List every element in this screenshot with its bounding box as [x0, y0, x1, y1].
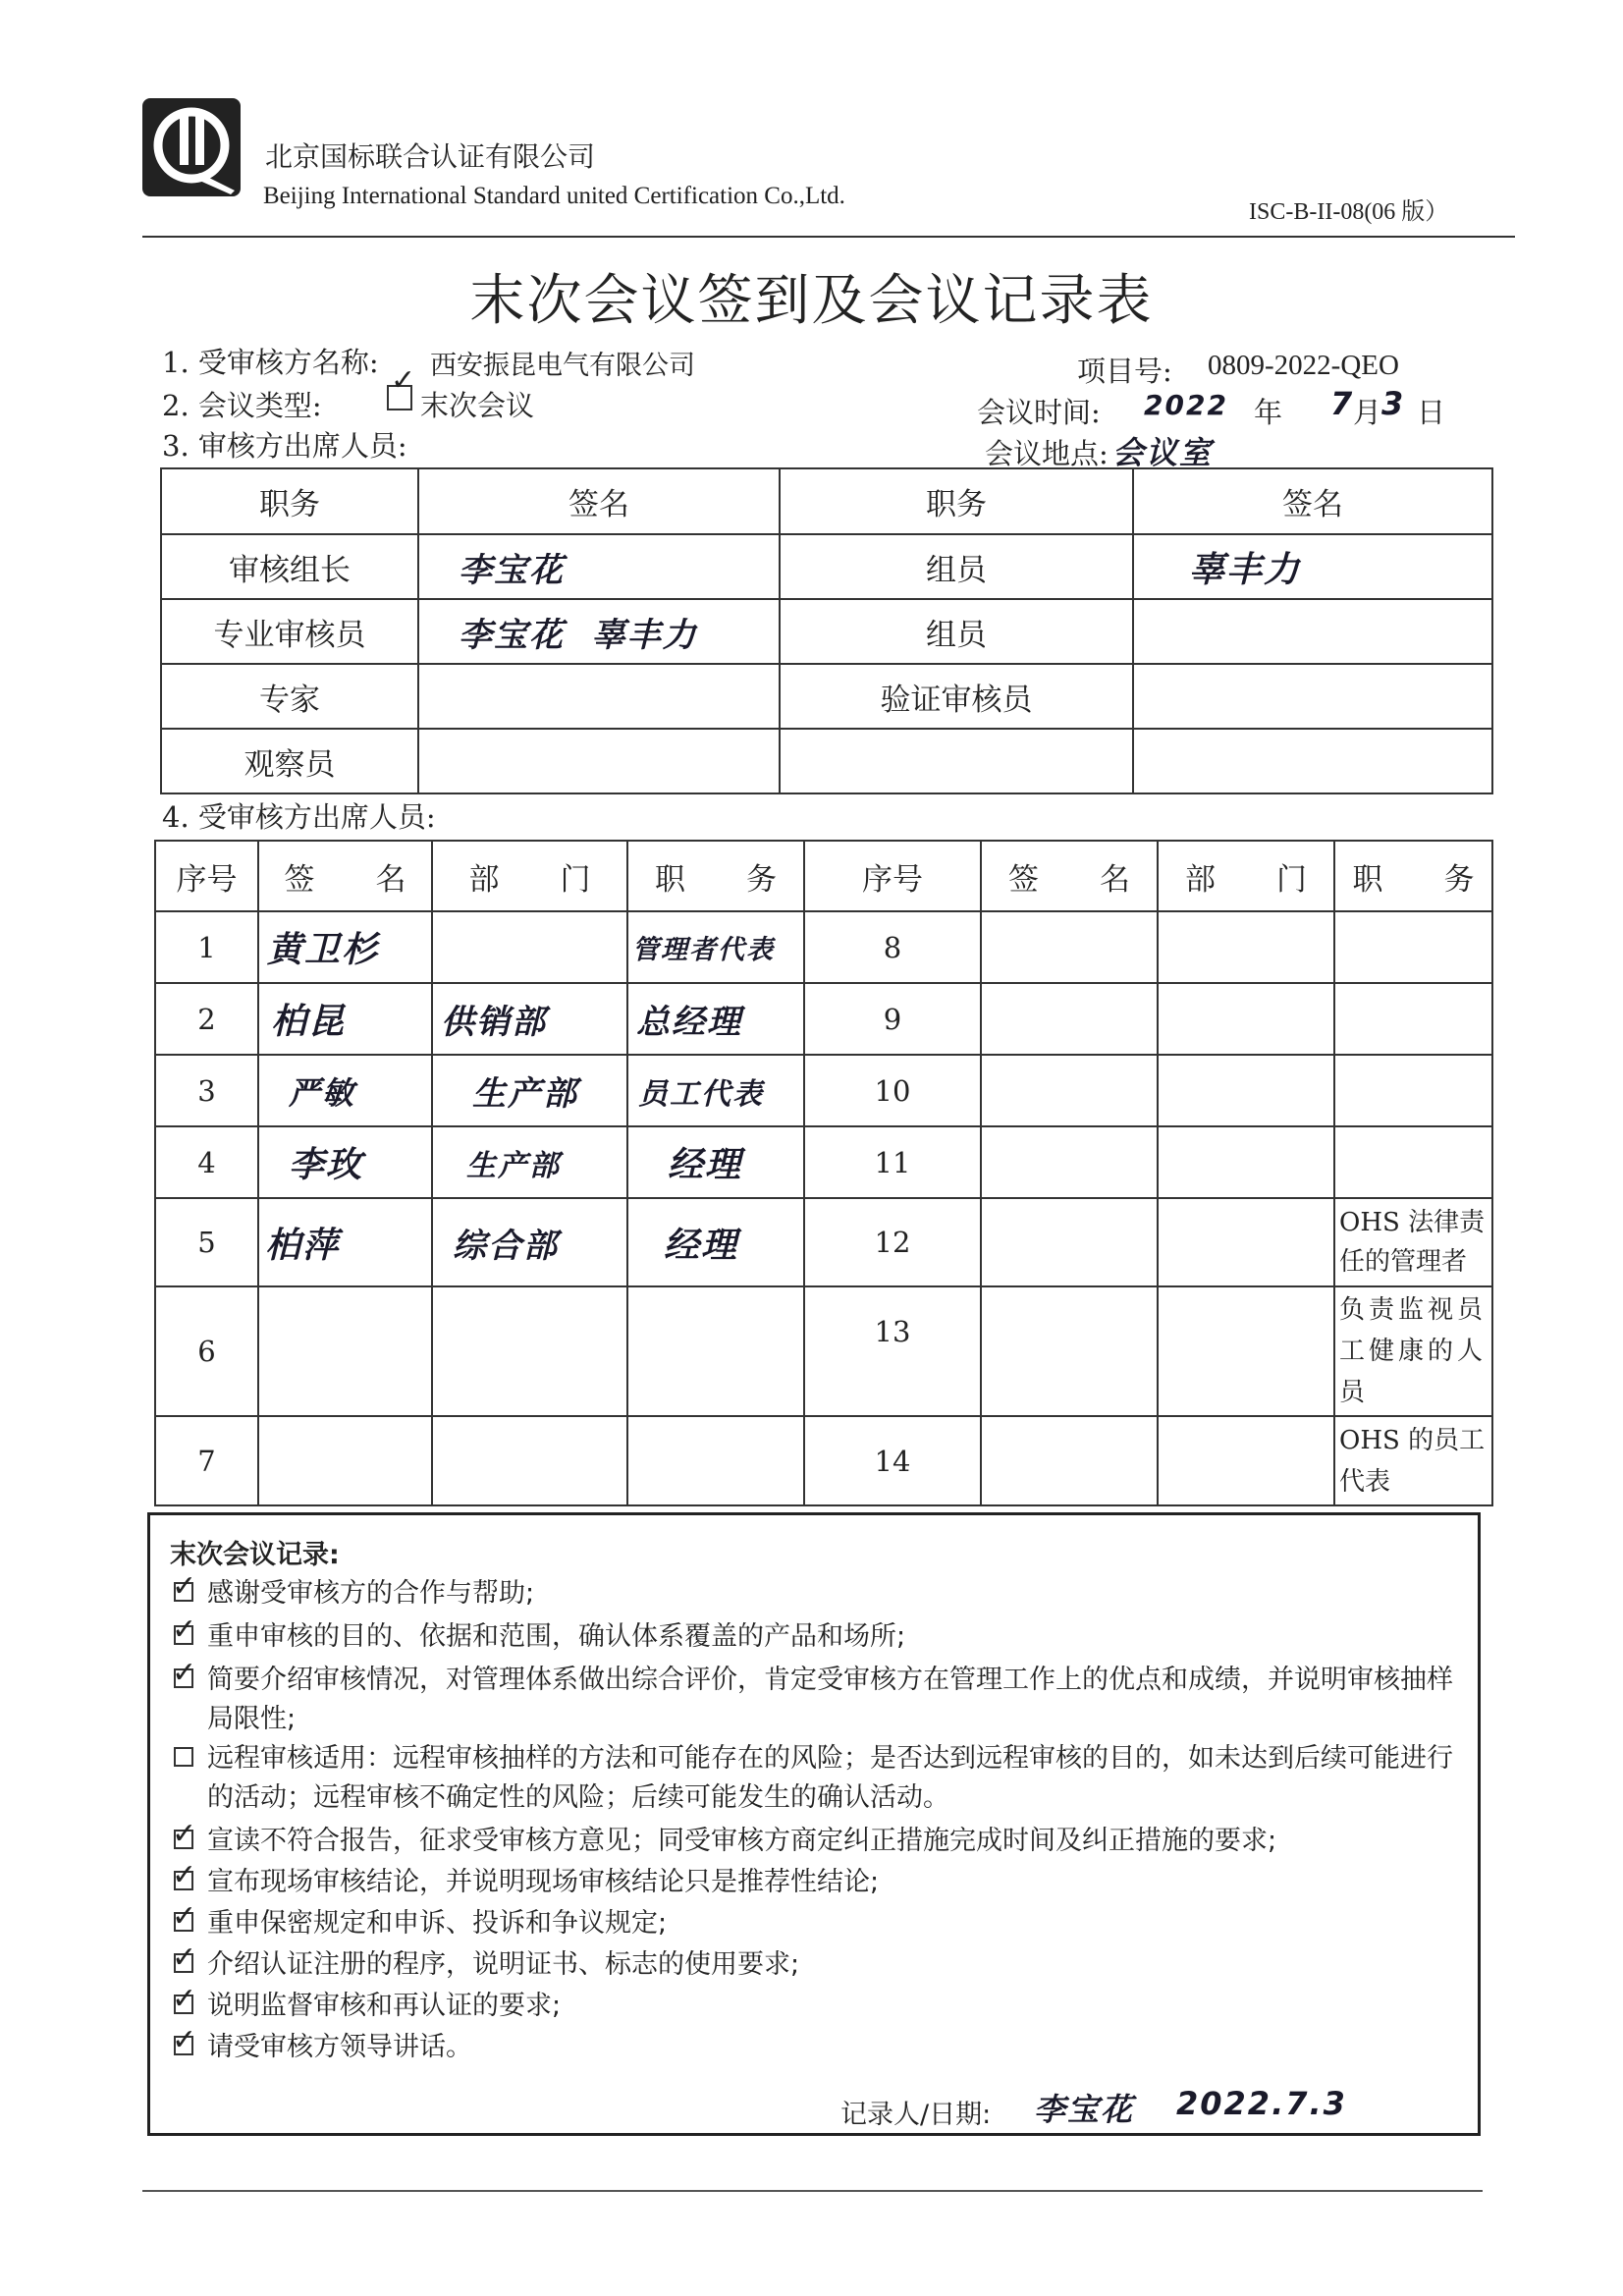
attendee-position: OHS 法律责任的管理者 [1334, 1198, 1492, 1286]
attendee-dept: 综合部 [432, 1198, 627, 1286]
row-number: 2 [155, 983, 258, 1055]
meeting-month-handwritten: 7 [1330, 385, 1355, 422]
auditor-table [160, 467, 1493, 794]
attendee-position [1334, 1126, 1492, 1198]
checkbox-checked-icon[interactable] [172, 1656, 197, 1690]
footer-rule [142, 2190, 1483, 2192]
row-number: 3 [155, 1055, 258, 1126]
attendee-signature: 严敏 [258, 1055, 432, 1126]
location-label: 会议地点: [985, 437, 1109, 470]
checkbox-checked-icon[interactable] [172, 2023, 197, 2057]
record-item-text: 宣布现场审核结论，并说明现场审核结论只是推荐性结论; [207, 1867, 880, 1897]
auditor-signature [418, 729, 780, 793]
checkmark-icon: ✓ [172, 1982, 197, 2016]
record-item [170, 1941, 1456, 1985]
attendee-dept: 生产部 [432, 1126, 627, 1198]
record-item [170, 1817, 1456, 1861]
auditor-role: 审核组长 [161, 534, 418, 599]
month-label: 月 [1353, 396, 1382, 429]
auditor-role: 观察员 [161, 729, 418, 793]
auditor-role: 验证审核员 [780, 664, 1133, 729]
checkmark-icon: ✓ [172, 1569, 197, 1604]
auditor-signature: 辜丰力 [1133, 534, 1492, 599]
auditee-header: 部 门 [432, 841, 627, 911]
attendee-position [627, 1286, 804, 1416]
record-item [170, 1569, 1456, 1613]
auditee-table [154, 840, 1493, 1506]
attendee-position [627, 1416, 804, 1505]
row-number: 13 [804, 1286, 981, 1416]
row-number: 14 [804, 1416, 981, 1505]
record-item [170, 1739, 1456, 1818]
page-title: 末次会议签到及会议记录表 [469, 269, 1154, 333]
row-number: 9 [804, 983, 981, 1055]
project-value: 0809-2022-QEO [1208, 350, 1399, 381]
auditor-signature [418, 664, 780, 729]
auditee-attendees-label: 4. 受审核方出席人员: [162, 800, 436, 834]
auditor-signature [1133, 664, 1492, 729]
attendee-position: 负责监视员工健康的人员 [1334, 1286, 1492, 1416]
record-item [170, 1613, 1456, 1657]
checkmark-icon: ✓ [391, 363, 416, 398]
checkbox-checked-icon[interactable] [172, 1613, 197, 1647]
company-name-en: Beijing International Standard united Certification Co.,Ltd. [263, 183, 845, 209]
auditor-header-role-2: 职务 [780, 468, 1133, 534]
attendee-position [1334, 1055, 1492, 1126]
checkbox-checked-icon[interactable] [172, 1982, 197, 2016]
auditor-signature [1133, 729, 1492, 793]
auditee-header: 签 名 [258, 841, 432, 911]
checkbox-icon[interactable] [174, 1747, 193, 1767]
row-number: 7 [155, 1416, 258, 1505]
attendee-signature: 柏萍 [258, 1198, 432, 1286]
attendee-position: 经理 [627, 1198, 804, 1286]
checkbox-checked-icon[interactable] [172, 1941, 197, 1975]
meeting-day-handwritten: 3 [1381, 385, 1406, 422]
record-item-text: 简要介绍审核情况，对管理体系做出综合评价，肯定受审核方在管理工作上的优点和成绩，并说明审核抽样局限性; [207, 1665, 1453, 1734]
auditor-role: 组员 [780, 534, 1133, 599]
header-rule [142, 236, 1515, 238]
location-handwritten: 会议室 [1112, 434, 1214, 471]
attendee-signature [258, 1416, 432, 1505]
record-item-text: 介绍认证注册的程序，说明证书、标志的使用要求; [207, 1949, 800, 1980]
doc-code: ISC-B-II-08(06 版） [1249, 199, 1449, 225]
attendee-position [1334, 911, 1492, 983]
auditee-header: 序号 [804, 841, 981, 911]
day-label: 日 [1417, 396, 1446, 429]
attendee-dept: 生产部 [432, 1055, 627, 1126]
attendee-dept [432, 1416, 627, 1505]
checkbox-checked-icon[interactable] [172, 1817, 197, 1851]
attendee-position: OHS 的员工代表 [1334, 1416, 1492, 1505]
checkmark-icon: ✓ [172, 1817, 197, 1851]
checkmark-icon: ✓ [172, 1858, 197, 1892]
row-number: 1 [155, 911, 258, 983]
record-item-text: 感谢受审核方的合作与帮助; [207, 1578, 535, 1609]
row-number: 11 [804, 1126, 981, 1198]
auditor-signature [1133, 599, 1492, 664]
record-item-text: 请受审核方领导讲话。 [207, 2032, 472, 2062]
checkmark-icon: ✓ [172, 2023, 197, 2057]
auditee-name-value: 西安振昆电气有限公司 [430, 351, 695, 381]
attendee-dept [432, 911, 627, 983]
record-item [170, 1858, 1456, 1902]
meeting-type-label: 2. 会议类型: [162, 389, 322, 422]
row-number: 12 [804, 1198, 981, 1286]
record-item-text: 宣读不符合报告，征求受审核方意见；同受审核方商定纠正措施完成时间及纠正措施的要求; [207, 1826, 1277, 1856]
attendee-signature: 柏昆 [258, 983, 432, 1055]
record-item [170, 2023, 1456, 2067]
row-number: 5 [155, 1198, 258, 1286]
meeting-type-checkbox[interactable] [387, 363, 416, 410]
row-number: 8 [804, 911, 981, 983]
auditor-role: 专家 [161, 664, 418, 729]
attendee-position: 管理者代表 [627, 911, 804, 983]
attendee-signature: 黄卫杉 [258, 911, 432, 983]
meeting-record-box [147, 1512, 1481, 2136]
record-date: 2022.7.3 [1176, 2085, 1347, 2122]
meeting-time-label: 会议时间: [977, 396, 1101, 429]
meeting-type-value: 末次会议 [420, 389, 535, 422]
attendee-signature: 李玫 [258, 1126, 432, 1198]
auditor-header-role-1: 职务 [161, 468, 418, 534]
record-item [170, 1899, 1456, 1943]
auditor-header-sign-2: 签名 [1133, 468, 1492, 534]
auditor-signature: 李宝花 辜丰力 [418, 599, 780, 664]
row-number: 4 [155, 1126, 258, 1198]
meeting-year-handwritten: 2022 [1144, 389, 1228, 421]
checkmark-icon: ✓ [172, 1656, 197, 1690]
checkmark-icon: ✓ [172, 1941, 197, 1975]
recorder-label: 记录人/日期: [840, 2100, 992, 2130]
checkmark-icon: ✓ [172, 1899, 197, 1934]
row-number: 10 [804, 1055, 981, 1126]
record-title: 末次会议记录: [170, 1540, 340, 1570]
year-label: 年 [1254, 396, 1283, 429]
checkbox-checked-icon[interactable] [172, 1569, 197, 1604]
attendee-position: 总经理 [627, 983, 804, 1055]
record-item [170, 1656, 1456, 1739]
auditee-header: 职 务 [1334, 841, 1492, 911]
record-item-text: 重申保密规定和申诉、投诉和争议规定; [207, 1908, 668, 1939]
auditee-header: 序号 [155, 841, 258, 911]
auditor-attendees-label: 3. 审核方出席人员: [162, 429, 407, 463]
checkbox-checked-icon[interactable] [172, 1858, 197, 1892]
attendee-position [1334, 983, 1492, 1055]
auditor-signature: 李宝花 [418, 534, 780, 599]
company-logo [140, 96, 243, 198]
auditor-header-sign-1: 签名 [418, 468, 780, 534]
auditee-name-label: 1. 受审核方名称: [162, 346, 379, 379]
auditee-header: 部 门 [1158, 841, 1334, 911]
auditor-role: 专业审核员 [161, 599, 418, 664]
record-item-text: 重申审核的目的、依据和范围，确认体系覆盖的产品和场所; [207, 1621, 906, 1652]
auditor-role: 组员 [780, 599, 1133, 664]
record-item [170, 1982, 1456, 2026]
auditee-header: 职 务 [627, 841, 804, 911]
record-item-text: 说明监督审核和再认证的要求; [207, 1991, 562, 2021]
checkbox-checked-icon[interactable] [172, 1899, 197, 1934]
project-label: 项目号: [1077, 355, 1172, 388]
recorder-signature: 李宝花 [1034, 2091, 1135, 2128]
auditee-header: 签 名 [981, 841, 1158, 911]
record-item-text: 远程审核适用：远程审核抽样的方法和可能存在的风险；是否达到远程审核的目的，如未达到后续可能进行的活动；远程审核不确定性的风险；后续可能发生的确认活动。 [207, 1743, 1453, 1813]
row-number: 6 [155, 1286, 258, 1416]
attendee-signature [258, 1286, 432, 1416]
attendee-position: 经理 [627, 1126, 804, 1198]
auditor-role [780, 729, 1133, 793]
company-name-cn: 北京国标联合认证有限公司 [265, 140, 596, 173]
checkmark-icon: ✓ [172, 1613, 197, 1647]
attendee-position: 员工代表 [627, 1055, 804, 1126]
attendee-dept [432, 1286, 627, 1416]
attendee-dept: 供销部 [432, 983, 627, 1055]
